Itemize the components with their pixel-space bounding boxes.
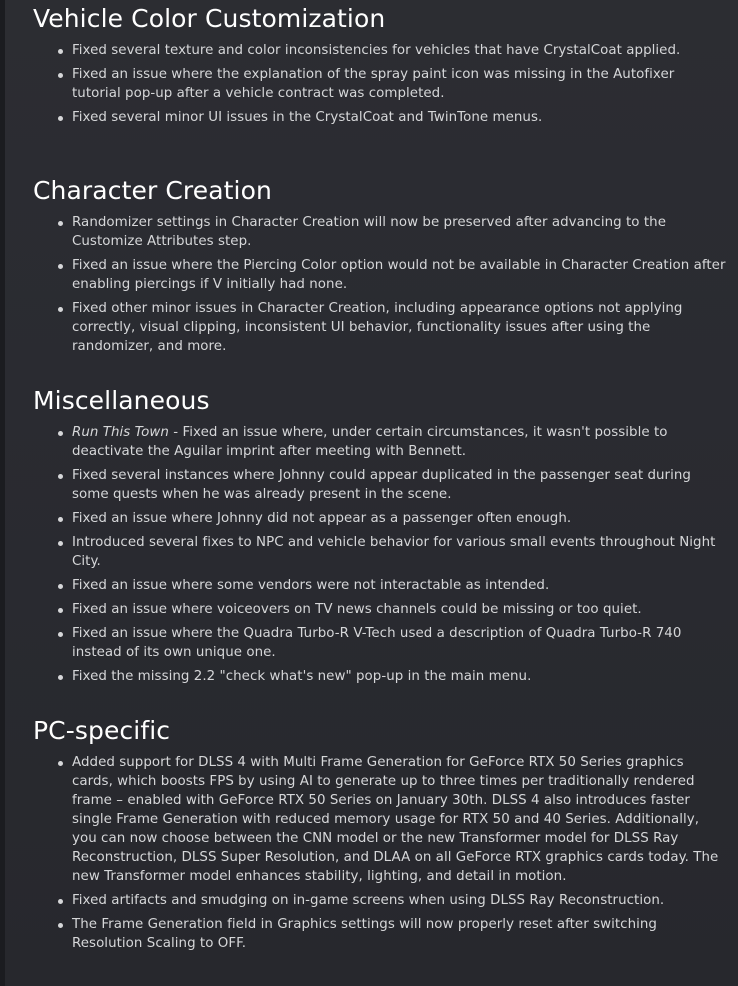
list-item: Fixed several texture and color inconsistencies for vehicles that have CrystalCoat applied.: [33, 41, 726, 60]
list-item: Fixed an issue where the Piercing Color option would not be available in Character Creation after enabling piercings if V initially had none.: [33, 256, 726, 294]
list-item: Introduced several fixes to NPC and vehicle behavior for various small events throughout Night City.: [33, 533, 726, 571]
section-heading: Character Creation: [33, 176, 272, 205]
bullet-list: [33, 213, 726, 356]
list-item: Fixed other minor issues in Character Creation, including appearance options not applying correctly, visual clipping, inconsistent UI behavior, functionality issues after using the randomizer, and more.: [33, 299, 726, 356]
list-item: Fixed several instances where Johnny could appear duplicated in the passenger seat during some quests when he was already present in the scene.: [33, 466, 726, 504]
section-miscellaneous: [33, 387, 726, 691]
section-vehicle-color-customization: [33, 5, 726, 132]
list-item: The Frame Generation field in Graphics settings will now properly reset after switching Resolution Scaling to OFF.: [33, 915, 726, 953]
section-pc-specific: [33, 717, 726, 958]
list-item-text: - Fixed an issue where, under certain circumstances, it wasn't possible to deactivate the Aguilar imprint after meeting with Bennett.: [72, 425, 668, 459]
section-heading: PC-specific: [33, 716, 171, 745]
list-item: Fixed artifacts and smudging on in-game screens when using DLSS Ray Reconstruction.: [33, 891, 726, 910]
list-item: Fixed several minor UI issues in the CrystalCoat and TwinTone menus.: [33, 108, 726, 127]
list-item: Fixed an issue where Johnny did not appear as a passenger often enough.: [33, 509, 726, 528]
list-item: Randomizer settings in Character Creation will now be preserved after advancing to the Customize Attributes step.: [33, 213, 726, 251]
list-item: Added support for DLSS 4 with Multi Frame Generation for GeForce RTX 50 Series graphics cards, which boosts FPS by using AI to generate up to three times per traditionally rendered frame – enabled with GeForce RTX 50 Series on January 30th. DLSS 4 also introduces faster single Frame Generation with reduced memory usage for RTX 50 and 40 Series. Additionally, you can now choose between the CNN model or the new Transformer model for DLSS Ray Reconstruction, DLSS Super Resolution, and DLAA on all GeForce RTX graphics cards today. The new Transformer model enhances stability, lighting, and detail in motion.: [33, 753, 726, 886]
list-item: [33, 423, 726, 461]
section-heading: Vehicle Color Customization: [33, 4, 386, 33]
bullet-list: [33, 753, 726, 953]
list-item: Fixed an issue where the explanation of the spray paint icon was missing in the Autofixer tutorial pop-up after a vehicle contract was completed.: [33, 65, 726, 103]
bullet-list: [33, 423, 726, 686]
list-item: Fixed the missing 2.2 "check what's new" pop-up in the main menu.: [33, 667, 726, 686]
quest-name: Run This Town: [72, 425, 169, 440]
section-character-creation: [33, 177, 726, 361]
list-item: Fixed an issue where voiceovers on TV news channels could be missing or too quiet.: [33, 600, 726, 619]
list-item: Fixed an issue where some vendors were not interactable as intended.: [33, 576, 726, 595]
bullet-list: [33, 41, 726, 127]
list-item: Fixed an issue where the Quadra Turbo-R V-Tech used a description of Quadra Turbo-R 740 instead of its own unique one.: [33, 624, 726, 662]
section-heading: Miscellaneous: [33, 386, 210, 415]
